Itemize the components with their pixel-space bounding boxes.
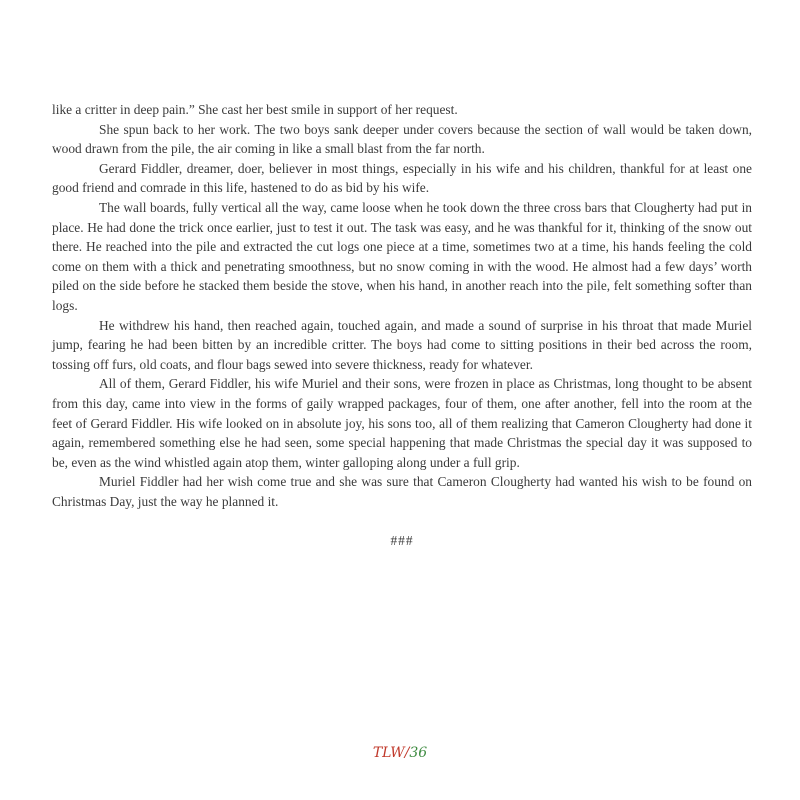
paragraph: Gerard Fiddler, dreamer, doer, believer in most things, especially in his wife and his children, thankful for at least one good friend and comrade in this life, hastened to do as bid by his wife. (52, 160, 752, 196)
page-number: 36 (409, 745, 428, 761)
paragraph-continuation: like a critter in deep pain.” She cast her best smile in support of her request. (52, 102, 458, 117)
paragraph: All of them, Gerard Fiddler, his wife Muriel and their sons, were frozen in place as Christmas, long thought to be absent from this day, came into view in the forms of gaily wrapped packages, four of them, one after another, fell into the room at the feet of Gerard Fiddler. His wife looked on in absolute joy, his sons too, all of them realizing that Cameron Clougherty had done it again, remembered something else he had seen, some special happening that made Christmas the special day it was supposed to be, even as the wind whistled again atop them, winter galloping along under a full grip. (52, 376, 752, 470)
section-break: ### (390, 533, 414, 549)
paragraph: She spun back to her work. The two boys sank deeper under covers because the section of wall would be taken down, wood drawn from the pile, the air coming in like a small blast from the far north. (52, 121, 752, 157)
paragraph: He withdrew his hand, then reached again, touched again, and made a sound of surprise in his throat that made Muriel jump, fearing he had been bitten by an incredible critter. The boys had come to sitting positions in their bed across the room, tossing off furs, old coats, and flour bags sewed into severe thickness, ready for whatever. (52, 317, 752, 372)
series-label: TLW/ (372, 745, 410, 761)
page-body (52, 100, 752, 551)
paragraph: The wall boards, fully vertical all the way, came loose when he took down the three cross bars that Clougherty had put in place. He had done the trick once earlier, just to test it out. The task was easy, and he was thankful for it, thinking of the snow out there. He reached into the pile and extracted the cut logs one piece at a time, sometimes two at a time, his hands feeling the cold come on them with a thick and penetrating smoothness, but no snow coming in with the wood. He almost had a few days’ worth piled on the side before he stacked them beside the stove, when his hand, in another reach into the pile, felt something softer than logs. (52, 199, 752, 313)
paragraph: Muriel Fiddler had her wish come true and she was sure that Cameron Clougherty had wanted his wish to be found on Christmas Day, just the way he planned it. (52, 474, 752, 509)
page-footer (0, 745, 800, 761)
